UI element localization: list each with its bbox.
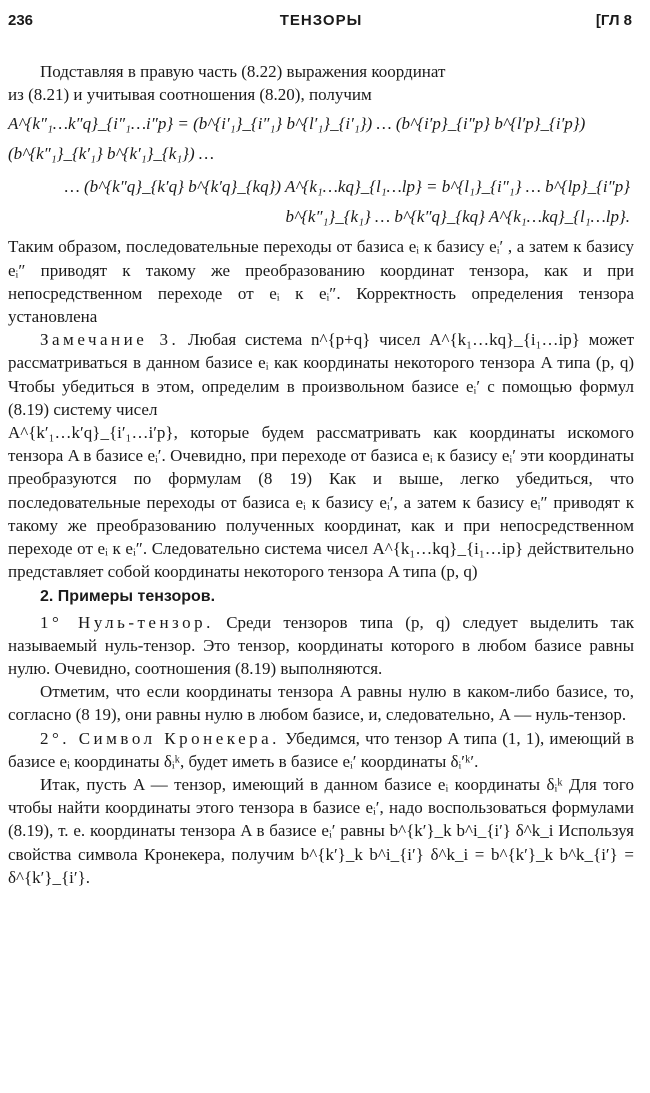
null-tensor-title: 1° Нуль-тензор. bbox=[40, 612, 214, 632]
paragraph-4-text: Среди тензоров типа (p, q) следует выделить так называемый нуль-тензор. Это тензор, координаты которого в любом базисе равны нулю. Очевидно, соотношения (8.19) выполняются. bbox=[8, 612, 635, 679]
equation-line-2: … (b^{k″q}_{k′q} b^{k′q}_{kq}) A^{k₁…kq}_{l₁…lp} = b^{l₁}_{i″₁} … b^{lp}_{i″p} b^{k″₁}_{k₁} … b^{k″q}_{kq} A^{k₁…kq}_{l₁…lp}. bbox=[64, 177, 630, 227]
page-number: 236 bbox=[8, 12, 34, 29]
remark-title: Замечание 3. bbox=[40, 330, 180, 350]
paragraph-6 bbox=[8, 727, 634, 773]
paragraph-3b: A^{k′₁…k′q}_{i′₁…i′p}, которые будем рассматривать как координаты искомого тензора A в базисе eᵢ′. Очевидно, при переходе от базиса eᵢ к базису eᵢ′ эти координаты преобразуются по формулам (8 19) Как и выше, легко убедиться, что последовательные переходы от базиса eᵢ к базису eᵢ′, а затем к базису eᵢ″ приводят к такому же преобразованию полученных координат, как и при непосредственном переходе от eᵢ к eᵢ″. Следовательно система чисел A^{k₁…kq}_{i₁…ip} действительно представляет собой координаты некоторого тензора A типа (p, q) bbox=[8, 423, 634, 582]
running-title: ТЕНЗОРЫ bbox=[279, 12, 363, 29]
paragraph-2: Таким образом, последовательные переходы от базиса eᵢ к базису eᵢ′ , а затем к базису eᵢ″ приводят к такому же преобразованию координат тензора, как и при непосредственном переходе от eᵢ к eᵢ″. Корректность определения тензора установлена bbox=[8, 237, 634, 327]
paragraph-4 bbox=[8, 611, 634, 681]
page-header bbox=[8, 12, 634, 36]
paragraph-3a bbox=[8, 328, 634, 421]
paragraph-1a: Подставляя в правую часть (8.22) выражения координат bbox=[40, 62, 446, 81]
book-page bbox=[8, 0, 634, 1093]
chapter-label: [ГЛ 8 bbox=[595, 12, 632, 29]
equation-line-1: A^{k″₁…k″q}_{i″₁…i″p} = (b^{i′₁}_{i″₁} b^{l′₁}_{i′₁}) … (b^{i′p}_{i″p} b^{l′p}_{i′p}) (b^{k″₁}_{k′₁} b^{k′₁}_{k₁}) … bbox=[8, 114, 586, 164]
section-heading: 2. Примеры тензоров. bbox=[40, 588, 216, 606]
paragraph-3a-text: Любая система n^{p+q} чисел A^{k₁…kq}_{i₁…ip} может рассматриваться в данном базисе eᵢ как координаты некоторого тензора A типа (p, q) Чтобы убедиться в этом, определим в произвольном базисе eᵢ′ с помощью формул (8.19) систему чисел bbox=[8, 330, 634, 419]
kronecker-title: 2°. Символ Кронекера. bbox=[40, 728, 280, 748]
page-body bbox=[8, 60, 634, 889]
paragraph-6-text: Убедимся, что тензор A типа (1, 1), имеющий в базисе eᵢ координаты δᵢᵏ, будет иметь в базисе eᵢ′ координаты δᵢ′ᵏ′. bbox=[8, 728, 634, 771]
paragraph-7: Итак, пусть A — тензор, имеющий в данном базисе eᵢ координаты δᵢᵏ Для того чтобы найти координаты этого тензора в базисе eᵢ′, надо воспользоваться формулами (8.19), т. е. координаты тензора A в базисе eᵢ′ равны b^{k′}_k b^i_{i′} δ^k_i Используя свойства символа Кронекера, получим b^{k′}_k b^i_{i′} δ^k_i = b^{k′}_k b^k_{i′} = δ^{k′}_{i′}. bbox=[8, 775, 634, 887]
paragraph-1b: из (8.21) и учитывая соотношения (8.20), получим bbox=[8, 85, 372, 105]
paragraph-5: Отметим, что если координаты тензора A равны нулю в каком-либо базисе, то, согласно (8 19), они равны нулю в любом базисе, и, следовательно, A — нуль-тензор. bbox=[8, 682, 634, 725]
